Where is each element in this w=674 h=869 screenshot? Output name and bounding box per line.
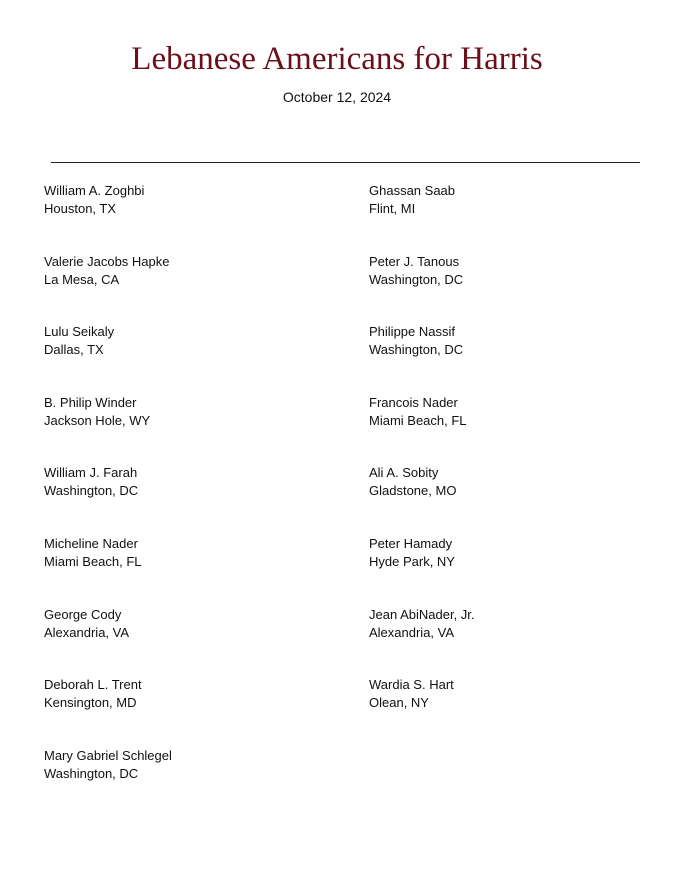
signatory-name: William A. Zoghbi [44,183,145,198]
signatory-name: Micheline Nader [44,535,138,551]
signatory-name: Philippe Nassif [369,324,455,340]
signatory-location: Flint, MI [369,201,416,216]
signatory-name: Wardia S. Hart [369,677,454,693]
signatory-column-right [369,182,475,747]
signatory-entry [44,394,172,465]
signatory-location: Washington, DC [369,342,464,358]
signatory-location: Washington, DC [369,271,464,287]
signatory-column-left [44,182,172,817]
signatory-name: Peter Hamady [369,535,453,551]
signatory-entry [369,606,475,677]
signatory-entry [44,747,172,818]
signatory-entry [369,182,475,253]
signatory-name: Jean AbiNader, Jr. [369,606,475,622]
signatory-entry [369,394,475,465]
signatory-location: Washington, DC [44,483,139,499]
signatory-location: Jackson Hole, WY [44,412,151,428]
signatory-name: B. Philip Winder [44,394,137,410]
signatory-entry [44,253,172,324]
signatory-location: Kensington, MD [44,695,137,711]
signatory-location: Houston, TX [44,201,117,216]
signatory-name: Ghassan Saab [369,183,456,198]
signatory-location: Alexandria, VA [44,624,130,640]
signatory-name: William J. Farah [44,465,138,481]
signatory-location: Gladstone, MO [369,483,457,499]
signatory-name: Deborah L. Trent [44,677,142,693]
signatory-name: George Cody [44,606,122,622]
signatory-entry [44,323,172,394]
signatory-entry [369,676,475,747]
signatory-entry [369,535,475,606]
signatory-entry [369,253,475,324]
signatory-entry [44,606,172,677]
signatory-location: Dallas, TX [44,342,104,358]
signatory-entry [369,323,475,394]
signatory-location: Olean, NY [369,695,429,711]
signatory-location: Miami Beach, FL [369,412,467,428]
signatory-entry [369,464,475,535]
page-title: Lebanese Americans for Harris [131,41,543,77]
signatory-name: Ali A. Sobity [369,465,439,481]
signatory-entry [44,182,172,253]
signatory-location: Miami Beach, FL [44,553,142,569]
signatory-name: Francois Nader [369,394,458,410]
signatory-location: La Mesa, CA [44,271,120,287]
signatory-name: Lulu Seikaly [44,324,115,340]
signatory-entry [44,535,172,606]
document-date: October 12, 2024 [282,89,392,105]
signatory-name: Valerie Jacobs Hapke [44,253,170,269]
signatory-name: Mary Gabriel Schlegel [44,747,172,763]
signatory-entry [44,676,172,747]
signatory-entry [44,464,172,535]
signatory-location: Alexandria, VA [369,624,455,640]
signatory-name: Peter J. Tanous [369,253,460,269]
signatory-location: Hyde Park, NY [369,553,455,569]
signatory-location: Washington, DC [44,765,139,781]
horizontal-divider [51,162,640,163]
